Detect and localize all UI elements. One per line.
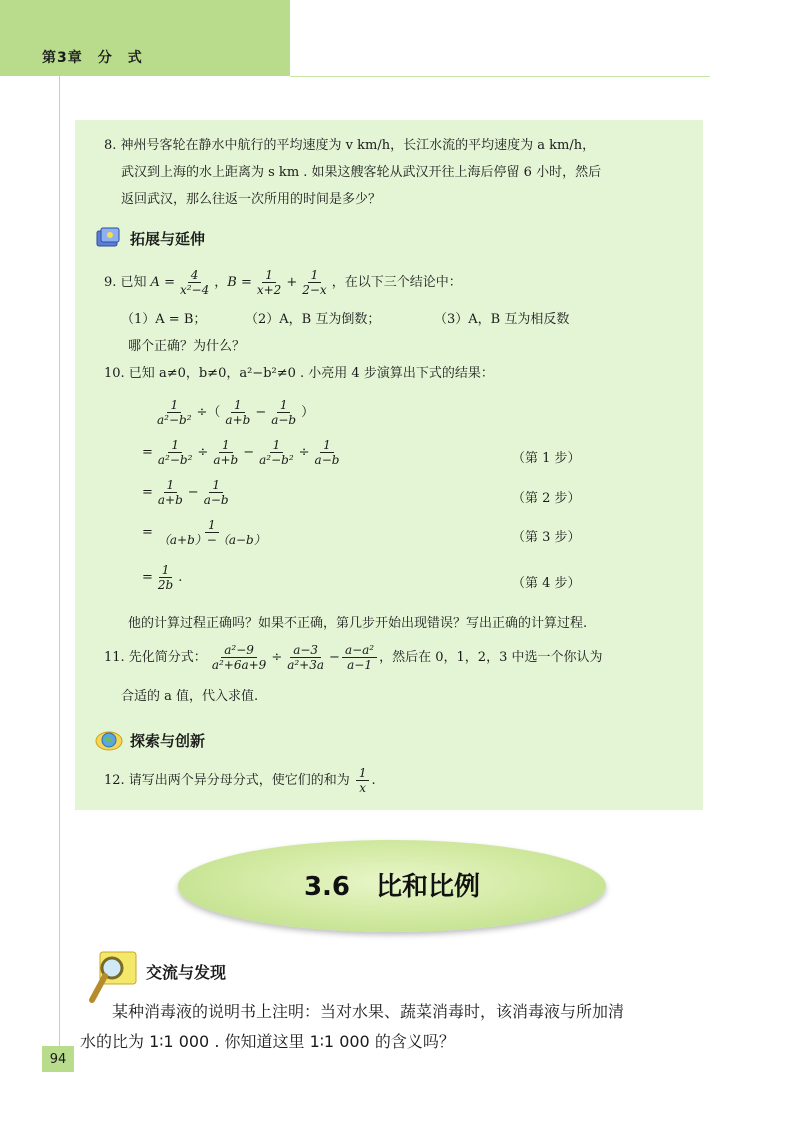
q10-e0-f3-num: 1	[277, 398, 291, 413]
q10-e2-f1-num: 1	[164, 478, 178, 493]
q9-ask: 哪个正确？为什么？	[128, 339, 246, 354]
q9-suffix: ，在以下三个结论中：	[331, 274, 462, 290]
q10-step-2: （第 2 步）	[512, 491, 581, 506]
q10-e3-den: （a+b）−（a−b）	[157, 533, 266, 547]
q9-b2-num: 1	[308, 268, 322, 283]
q8-line1: 8. 神州号客轮在静水中航行的平均速度为 v km/h，长江水流的平均速度为 a km/h，	[104, 138, 596, 153]
q10-e1-minus: −	[243, 444, 255, 460]
q10-e1-f4-num: 1	[320, 438, 334, 453]
q12-line	[104, 766, 376, 795]
q11-f1-den: a²+6a+9	[211, 658, 267, 672]
q10-e0-f3	[268, 398, 299, 427]
book-icon	[94, 226, 124, 250]
q10-e1-eq: =	[142, 444, 153, 460]
q10-e0-f1	[154, 398, 195, 427]
section-explore	[94, 728, 205, 752]
q10-e2-f1-den: a+b	[157, 493, 183, 507]
q10-step-4: （第 4 步）	[512, 576, 581, 591]
q11-minus: −	[329, 649, 340, 665]
q12-den: x	[359, 781, 367, 795]
q11-f3-num: a−a²	[342, 643, 377, 658]
q10-e1-f3-num: 1	[270, 438, 284, 453]
q10-expression-0	[152, 398, 314, 427]
margin-rule	[59, 76, 60, 1046]
q10-e1-f2-num: 1	[219, 438, 233, 453]
q11-f1-num: a²−9	[221, 643, 257, 658]
q10-e1-f4-den: a−b	[314, 453, 340, 467]
q9-option-2: （2）A，B 互为倒数；	[245, 312, 381, 327]
q10-e2-f2	[201, 478, 232, 507]
q9-a-label: A =	[150, 274, 175, 290]
q9-option-1: （1）A = B；	[121, 312, 207, 327]
q11-f2-den: a²+3a	[287, 658, 325, 672]
q10-e0-f2-num: 1	[231, 398, 245, 413]
q9-b1-den: x+2	[256, 283, 282, 297]
q10-e1-f2	[210, 438, 241, 467]
globe-icon	[94, 728, 124, 752]
q10-e3-num: 1	[205, 518, 219, 533]
q9-b2-den: 2−x	[302, 283, 327, 297]
q11-f1	[209, 643, 270, 672]
section-extend-title: 拓展与延伸	[130, 229, 206, 248]
q9-sep: ，	[214, 274, 228, 290]
q9-a-frac	[177, 268, 212, 297]
q10-e4-eq: =	[142, 569, 153, 585]
q10-e4-f	[155, 563, 176, 592]
q9-plus: +	[286, 274, 298, 290]
q11-prefix: 11. 先化简分式：	[104, 649, 207, 665]
q10-e1-f1	[155, 438, 196, 467]
q10-e0-f1-num: 1	[167, 398, 181, 413]
q10-e0-close: ）	[301, 404, 315, 420]
q10-e0-f1-den: a²−b²	[157, 413, 192, 427]
q10-e0-f3-den: a−b	[271, 413, 297, 427]
q12-dot: .	[371, 772, 376, 788]
q10-step-1: （第 1 步）	[512, 451, 581, 466]
q9-b1-num: 1	[262, 268, 276, 283]
q9-b1-frac	[254, 268, 284, 297]
q12-frac	[356, 766, 370, 795]
q9-b2-frac	[299, 268, 329, 297]
q10-e1-f4	[312, 438, 343, 467]
q9-b-label: B =	[227, 274, 252, 290]
exchange-title: 交流与发现	[146, 963, 227, 982]
q10-e4-dot: .	[178, 569, 183, 585]
q10-e0-f2-den: a+b	[225, 413, 251, 427]
q11-line1	[104, 643, 602, 672]
q10-e3-f	[155, 518, 269, 547]
q9-option-3: （3）A，B 互为相反数	[434, 312, 570, 327]
q10-e1-f2-den: a+b	[213, 453, 239, 467]
q11-f2-num: a−3	[290, 643, 321, 658]
q10-e1-f3	[256, 438, 297, 467]
q8-line3: 返回武汉，那么往返一次所用的时间是多少？	[121, 192, 382, 207]
q11-f3	[342, 643, 377, 672]
q11-div: ÷	[271, 649, 283, 665]
q12-text: 12. 请写出两个异分母分式，使它们的和为	[104, 772, 350, 788]
q10-e1-f1-num: 1	[168, 438, 182, 453]
q10-e2-f2-num: 1	[209, 478, 223, 493]
q10-e1-f3-den: a²−b²	[259, 453, 294, 467]
q10-e1-div2: ÷	[298, 444, 310, 460]
q10-e4-num: 1	[159, 563, 173, 578]
q9-line1	[104, 268, 462, 297]
q10-expression-4	[142, 563, 182, 592]
q10-e2-minus: −	[187, 484, 199, 500]
q10-e2-f1	[155, 478, 186, 507]
q11-f2	[284, 643, 327, 672]
q11-suffix: ，然后在 0，1，2，3 中选一个你认为	[379, 649, 603, 665]
q10-e0-f2	[222, 398, 253, 427]
q11-f3-den: a−1	[347, 658, 372, 672]
section-title: 3.6 比和比例	[303, 872, 481, 902]
q10-e1-f1-den: a²−b²	[157, 453, 193, 467]
q10-e4-den: 2b	[157, 578, 174, 592]
section-extend	[94, 226, 205, 250]
q10-e0-minus: −	[255, 404, 267, 420]
chapter-title: 第3章 分 式	[42, 50, 143, 66]
page-number: 94	[42, 1046, 74, 1072]
q10-step-3: （第 3 步）	[512, 530, 581, 545]
q10-e2-f2-den: a−b	[203, 493, 229, 507]
q10-expression-2	[142, 478, 234, 507]
q10-e1-div1: ÷	[197, 444, 209, 460]
magnifier-icon	[86, 948, 142, 1008]
q10-e3-eq: =	[142, 524, 153, 540]
body-line-2: 水的比为 1∶1 000 . 你知道这里 1∶1 000 的含义吗？	[80, 1032, 455, 1051]
q12-num: 1	[356, 766, 370, 781]
q10-e0-div: ÷（	[196, 404, 221, 420]
q10-intro: 10. 已知 a≠0，b≠0，a²−b²≠0 . 小亮用 4 步演算出下式的结果：	[104, 366, 494, 381]
q11-line2: 合适的 a 值，代入求值.	[121, 689, 259, 704]
q10-question: 他的计算过程正确吗？如果不正确，第几步开始出现错误？写出正确的计算过程.	[128, 616, 588, 631]
q9-a-den: x²−4	[179, 283, 210, 297]
q9-a-num: 4	[188, 268, 202, 283]
header-divider	[290, 76, 710, 77]
q8-line2: 武汉到上海的水上距离为 s km . 如果这艘客轮从武汉开往上海后停留 6 小时，然后	[121, 165, 602, 180]
q10-expression-1	[142, 438, 344, 467]
body-line-1: 某种消毒液的说明书上注明：当对水果、蔬菜消毒时，该消毒液与所加清	[112, 1002, 625, 1021]
section-explore-title: 探索与创新	[130, 731, 206, 750]
q10-e2-eq: =	[142, 484, 153, 500]
q10-expression-3	[142, 518, 271, 547]
q9-prefix: 9. 已知	[104, 274, 147, 290]
